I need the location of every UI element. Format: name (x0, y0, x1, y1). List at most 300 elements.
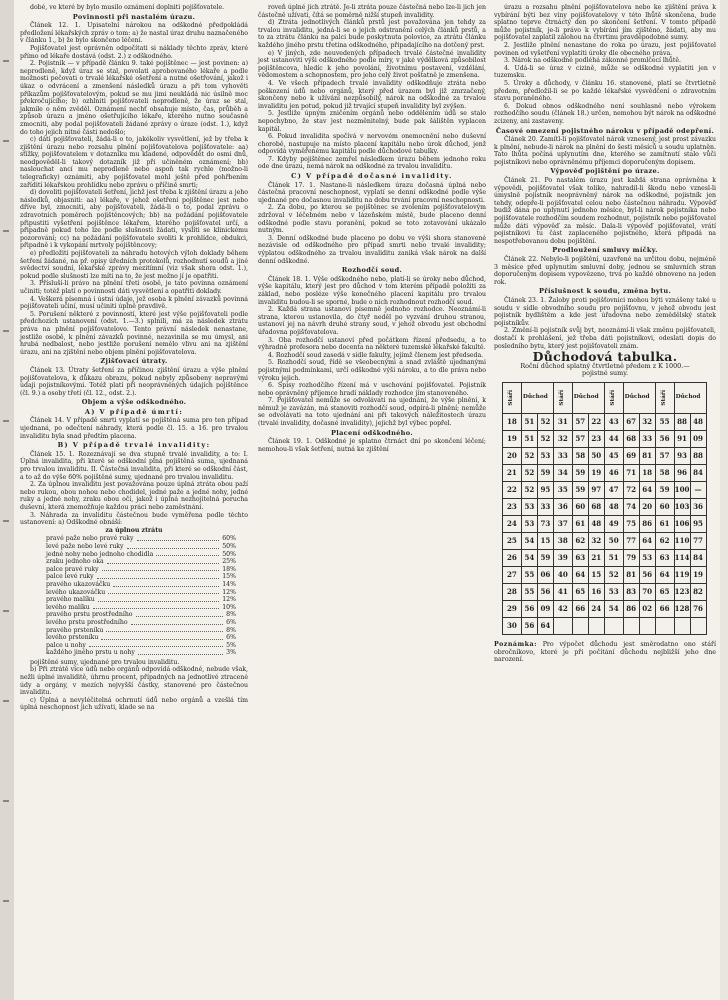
rent-cell: 123 (674, 583, 690, 600)
paragraph: Článek 14. V případě smrti vyplatí se pojištěná suma pro ten případ ujednaná, po odečtení náhrady, která podle čl. 15. a 16. pro trvalou invaliditu byla snad předtím placena. (20, 417, 248, 440)
header-rent: Důchod (623, 382, 655, 413)
rent-cell: 77 (623, 532, 639, 549)
header-rent: Důchod (521, 382, 553, 413)
rent-cell: 52 (521, 481, 537, 498)
paragraph: 4. Rozhodčí soud zasedá v sídle fakulty, jejímž členem jest předseda. (268, 351, 484, 359)
rent-cell: 63 (572, 549, 588, 566)
rent-cell: 64 (572, 566, 588, 583)
annuity-table-row (503, 413, 707, 430)
rate-label: pravého prsteníku (46, 626, 104, 634)
rate-row (46, 589, 236, 597)
rate-label: palce u nohy (46, 641, 86, 649)
age-cell: 24 (503, 515, 522, 532)
rent-cell: 54 (521, 532, 537, 549)
age-cell: 50 (604, 532, 623, 549)
paragraph: 3. Oba rozhodčí ustanoví před počátkem řízení předsedu, a to výhradně profesora nebo docenta na některé tuzemské lékařské fakultě. (258, 336, 486, 352)
age-cell: 56 (655, 430, 674, 447)
age-cell: 51 (604, 549, 623, 566)
rent-cell: 73 (537, 515, 553, 532)
rent-cell: 52 (537, 430, 553, 447)
age-cell: 59 (655, 481, 674, 498)
age-cell: 35 (553, 481, 572, 498)
rate-row (46, 642, 236, 650)
rent-cell: 48 (690, 413, 706, 430)
age-cell: 27 (503, 566, 522, 583)
rent-cell: 114 (674, 549, 690, 566)
annuity-table-row (503, 617, 707, 634)
rate-row (46, 573, 236, 581)
dot-leader (101, 634, 223, 640)
rent-cell: 96 (674, 464, 690, 481)
rate-row (46, 627, 236, 635)
paragraph: d) dovoliti pojišťovateli šetření, jichž jest třeba k zjištění úrazu a jeho následků, objasniti: aa) lékaře, v jehož ošetření pojištěnec jest nebo dříve byl, zmocniti, aby pojišťovateli, žádá-li o to, podal zprávu o zdravotních poměrech pojištěncových; bb) na požádání pojišťovatele připustiti vyšetření pojištěnce lékařem, kterého pojišťovatel určí, a připadně pokud toho lze podle slušnosti žádati, vyslíti se klinickému pozorování; cc) na požádání pojišťovatele svoliti k prohlídce, obdukci, připadně i k vykopání mrtvoly pojištěncovy; (20, 189, 248, 250)
rate-label: jedné nohy nebo jednoho chodidla (46, 550, 154, 558)
rent-cell: — (690, 481, 706, 498)
annuity-table-subtitle-line1: Roční důchod splatný čtvrtletně předem z K 1000.— (520, 361, 690, 370)
rent-cell: 103 (674, 498, 690, 515)
dot-leader (93, 604, 220, 610)
rent-cell: 19 (588, 464, 604, 481)
paragraph: 4. Veškerá písemná i ústní údaje, jež osoba k plnění závazků povinná pojišťovateli učiní, musí učiniti úplně pravdivě. (20, 295, 248, 311)
header-age: Stáří (655, 382, 674, 413)
age-cell: 40 (553, 566, 572, 583)
rent-cell: 68 (588, 498, 604, 515)
annuity-table-title: Důchodová tabulka. (532, 349, 678, 365)
document-page (14, 0, 720, 1000)
rent-cell: 21 (588, 549, 604, 566)
rent-cell: 93 (674, 447, 690, 464)
rent-cell: 95 (537, 481, 553, 498)
paragraph: 7. Pojišťovatel nemůže se odvolávati na ujednání, že výše plnění, k němuž je zavázán, má stanoviti rozhodčí soud, odpírá-li plnění; nemůže se odvolávati na toto ujednání ani při takových náležitostech úrazu (trvalé invalidity, dočasné invalidity), jejichž byl výbec popřel. (258, 397, 486, 428)
rent-cell: 48 (588, 515, 604, 532)
rate-label: levé paže nebo levé ruky (46, 542, 124, 550)
age-cell: 53 (604, 583, 623, 600)
rent-cell: 54 (521, 549, 537, 566)
age-cell: 34 (553, 464, 572, 481)
age-cell: 57 (655, 447, 674, 464)
rent-cell: 36 (690, 498, 706, 515)
paragraph: Článek 13. Útraty šetření za příčinou zjištění úrazu a výše plnění pojišťovatelova, k důkazu obrazu, pokud nebyly způsobeny nepravými údaji pojistníkovými. Totéž platí při neoprávněných údajích pojištěnce (čl. 9.) a osoby třetí (čl. 12., odst. 2.). (20, 366, 248, 397)
age-cell: 54 (604, 600, 623, 617)
rent-cell: 53 (521, 498, 537, 515)
rate-label: levého prstu prostředního (46, 618, 128, 626)
left-margin-edge (0, 0, 14, 1000)
paragraph: b) Při ztrátě více údů nebo orgánů odpovídá odškodné, nebude však, nežli úplné invaliditě, úhrnu procent, případných na jednotlivé ztracené údy a orgány, v mezích nejvyšší částky, stanovené pro částečnou invaliditu. (20, 666, 248, 697)
rent-cell: 86 (639, 515, 655, 532)
section-heading: Povinnosti při nastalém úrazu. (72, 12, 196, 21)
rate-label: palce levé ruky (46, 573, 94, 581)
header-age: Stáří (553, 382, 572, 413)
rent-cell: 64 (639, 481, 655, 498)
rate-percent: 12% (222, 588, 236, 596)
rent-cell: 33 (639, 430, 655, 447)
dot-leader (137, 535, 220, 541)
rate-percent: 10% (222, 603, 236, 611)
age-cell: 29 (503, 600, 522, 617)
paragraph: dobé, ve které by bylo musilo oznámení doplniti pojišťovatele. (30, 4, 225, 11)
annuity-table-row (503, 498, 707, 515)
column-2 (258, 4, 486, 453)
section-heading: Prodloužení smluvy míčky. (552, 246, 658, 255)
age-cell: 31 (553, 413, 572, 430)
rent-cell: 86 (623, 600, 639, 617)
rate-percent: 8% (226, 626, 236, 634)
rent-cell (623, 617, 639, 634)
rent-cell: 24 (588, 600, 604, 617)
annuity-table-subtitle (494, 363, 716, 378)
rent-cell: 72 (623, 481, 639, 498)
column-3 (494, 4, 716, 664)
rent-cell: 53 (521, 515, 537, 532)
section-heading: Příslušnost k soudu, změna bytu. (538, 287, 672, 296)
paragraph: 3. Náhrada za invaliditu částečnou bude vyměřena podle těchto ustanovení: a) Odškodné obnáší: (20, 511, 248, 527)
paragraph: 7. Kdyby pojištěnec zemřel následkem úrazu během jednoho roku ode dne úrazu, nemá nárok na odškodné za trvalou invaliditu. (258, 155, 486, 171)
rent-cell: 65 (572, 583, 588, 600)
annuity-table-row (503, 481, 707, 498)
age-cell: 61 (655, 515, 674, 532)
rent-cell: 58 (572, 447, 588, 464)
age-cell: 63 (655, 549, 674, 566)
age-cell: 18 (503, 413, 522, 430)
paragraph: 2. Změní-li pojistník svůj byt, neoznámí-li však změnu pojišťovateli, dostačí k prohlášení, jež třeba dáti pojistníkovi, odeslati dopis do posledního bytu, který jest pojišťovateli znám. (494, 327, 716, 350)
rent-cell: 81 (623, 566, 639, 583)
rent-cell: 84 (690, 549, 706, 566)
rent-cell: 52 (521, 464, 537, 481)
paragraph: Článek 23. 1. Žaloby proti pojišťovnici mohou býti vznášeny také u soudu v sídle obvodního soudu pro pojišťovnu, v jehož obvodu jest pojistník bydlištěm a kde jest úřadovna nebo zemědělský statek pojistníkův. (494, 296, 716, 327)
rate-row (46, 535, 236, 543)
paragraph: 6. Pokud invalidita spočívá v nervovém onemocnění nebo duševní chorobě, nastupuje na místo placení kapitálu nebo úrok důchod, jenž odpovídá vyměřenému kapitálu podle důchodové tabulky. (258, 133, 486, 156)
rent-cell: 84 (690, 464, 706, 481)
rent-cell: 59 (572, 464, 588, 481)
rate-label: pravého prstu prostředního (46, 611, 133, 619)
rent-cell: 110 (674, 532, 690, 549)
dot-leader (131, 619, 224, 625)
rent-cell: 33 (537, 498, 553, 515)
annuity-table-header-row (503, 382, 707, 413)
rent-cell: 76 (690, 600, 706, 617)
annuity-table-row (503, 464, 707, 481)
header-age: Stáří (503, 382, 522, 413)
paragraph: c) dáti pojišťovateli, žádá-li o to, jakékoliv vysvětlení, jež by třeba k zjištění úrazu nebo rozsahu plnění pojišťovatelova pojišťovatele: aa) sťížky, pojišťovatelem v dotazníku mu kladené, odpovědět do osmi dnů, neodpověděl-li takový dotazník již při učiněném oznámení; bb) naslouchat ancí mu neprodleně nebo aspoň tak rychle (možno-li telegraficky) oznámiti, aby pojišťovatel mohl ještě před pohřbením zařídití lékařskou prohlídku nebo zprávu o příčině smrti; (20, 136, 248, 189)
rate-percent: 8% (226, 611, 236, 619)
rate-label: pravého ukazováčku (46, 580, 111, 588)
age-cell: 39 (553, 549, 572, 566)
age-cell: 33 (553, 447, 572, 464)
rent-cell: 20 (639, 498, 655, 515)
rate-row (46, 611, 236, 619)
subsection-heading: A) V případě úmrtí: (84, 407, 184, 416)
age-cell: 22 (503, 481, 522, 498)
dot-leader (136, 611, 224, 617)
rent-cell: 66 (572, 600, 588, 617)
rent-cell: 91 (674, 430, 690, 447)
note-label: Poznámka: (494, 640, 537, 648)
dot-leader (98, 596, 220, 602)
paragraph: 2. Za úplnou invaliditu jest považována pouze úplná ztráta obou paží nebo rukou, obou nohou nebo chodidel, jedné paže a jedné nohy, jedné ruky a jedné nohy, zraku obou očí, jakož i úplná nezhojitelná porucha duševní, která znemožňuje každou práci nebo zaměstnání. (20, 481, 248, 511)
age-cell: 36 (553, 498, 572, 515)
rate-label: pravého malíku (46, 596, 95, 604)
rate-percent: 5% (226, 641, 236, 649)
age-cell: 28 (503, 583, 522, 600)
rent-cell: 62 (572, 532, 588, 549)
section-heading: Placení odškodného. (331, 428, 413, 437)
paragraph: d) Ztráta jednotlivých článků prstů jest považována jen tehdy za trvalou invaliditu, jedná-li se o jejich odstranění celých článků prstů, a to za ztrátu článku na palci bude poskytnuta polovice, za ztrátu článku každého jiného prstu třetina odškodného, připadajícího na dotčený prst. (258, 19, 486, 49)
paragraph: 5. Jestliže úpným zničením orgánů nebo oddělením údů se stalo nepochybno, že stav jest nezměnitelný, bude pak šálištěn vyplacen kapitál. (258, 110, 486, 133)
rent-cell: 106 (674, 515, 690, 532)
annuity-table-row (503, 549, 707, 566)
rent-cell: 23 (588, 430, 604, 447)
age-cell: 21 (503, 464, 522, 481)
rent-cell: 83 (623, 583, 639, 600)
paragraph: Článek 21. Po nastalém úrazu jest každá strana oprávněna k výpovědi, pojišťovatel však toliko, nahradil-li škodu nebo vznesl-li úmyslně pojistník neoprávněný nárok na odškodné, pojistník jen tehdy, odepře-li pojišťovatel celou nebo částečnou náhradu. Výpověď budiž dána po uplynutí jednoho měsíce, byl-li nárok pojistníka nebo pojišťovatele rozhodčím soudem rozhodnut, pojistník nebo pojišťovatel může dáti výpověď za měsíc. Dala-li výpověď pojišťovatel, vrátí pojistníkovi tu část zaplaceného pojistného, která připadá na nespotřebovanou dobu pojištění. (494, 177, 716, 245)
compensation-rates-list (46, 535, 248, 657)
rate-percent: 50% (222, 542, 236, 550)
rate-label: levého ukazováčku (46, 588, 106, 596)
rent-cell (572, 617, 588, 634)
age-cell: 44 (604, 430, 623, 447)
rent-cell: 59 (537, 464, 553, 481)
rent-cell: 119 (674, 566, 690, 583)
age-cell: 38 (553, 532, 572, 549)
age-cell: 62 (655, 532, 674, 549)
age-cell: 42 (553, 600, 572, 617)
paragraph: Pojišťovatel jest oprávněn odpočítati si náklady těchto zpráv, které přímo od lékaře dostává (odst. 2.) z odškodného. (20, 44, 248, 60)
rent-cell: 56 (521, 617, 537, 634)
paragraph: 2. Jestliže plnění nenastane do roka po úrazu, jest pojišťovatel povinen od vyšetření vyplatiti úroky dle obecného práva. (494, 41, 716, 57)
rate-percent: 6% (226, 618, 236, 626)
rent-cell: 06 (537, 566, 553, 583)
rate-percent: 14% (222, 580, 236, 588)
rent-cell: 81 (639, 447, 655, 464)
rate-label: palce pravé ruky (46, 565, 99, 573)
paragraph: 2. Každá strana ustanoví písemně jednoho rozhodce. Neoznámí-li strana, kterou ustanovila, do čtyř neděl po vyzvání druhou stranou, ustanoví jej na návrh druhé strany soud, v jehož obvodu jest obchodní úřadovna pojišťovatelova. (258, 306, 486, 336)
rate-row (46, 551, 236, 559)
dot-leader (107, 558, 220, 564)
rent-cell: 74 (623, 498, 639, 515)
rent-cell: 71 (623, 464, 639, 481)
section-heading: Zjišťovací útraty. (100, 357, 168, 366)
rent-cell: 59 (537, 549, 553, 566)
dot-leader (127, 543, 220, 549)
rate-label: každého jiného prstu u nohy (46, 649, 135, 657)
section-heading: Rozhodčí soud. (341, 266, 403, 275)
rent-cell: 18 (639, 464, 655, 481)
age-cell: 26 (503, 549, 522, 566)
rate-row (46, 596, 236, 604)
rent-cell: 53 (639, 549, 655, 566)
rent-cell: 56 (537, 583, 553, 600)
note-text: Pro výpočet důchodu jest směrodatno ono stáří obročníkovo, které je při počítání důchodu nejbližší jeho dne narození. (494, 640, 716, 664)
rent-cell: 53 (537, 447, 553, 464)
rent-cell: 22 (588, 413, 604, 430)
annuity-table (502, 382, 707, 635)
table-note (494, 641, 716, 664)
rent-cell: 97 (588, 481, 604, 498)
rent-cell: 79 (623, 549, 639, 566)
dot-leader (138, 649, 223, 655)
age-cell: 60 (655, 498, 674, 515)
rent-cell: 88 (674, 413, 690, 430)
paragraph: 3. Denní odškodné bude placeno po dobu ve výši shora stanovené nezávisle od odškodného pro případ smrti nebo trvalé invalidity; výplatou odškodného za trvalou invaliditu zaniká však nárok na další denní odškodné. (258, 234, 486, 265)
age-cell: 43 (604, 413, 623, 430)
rates-title: za úplnou ztrátu (105, 526, 163, 534)
paragraph: 4. Udá-li se úraz v cizině, může se odškodné vyplatiti jen v tuzemsku. (494, 64, 716, 80)
age-cell (604, 617, 623, 634)
rent-cell: 88 (690, 447, 706, 464)
rate-row (46, 543, 236, 551)
rent-cell: 59 (572, 481, 588, 498)
rent-cell: 52 (521, 447, 537, 464)
rate-row (46, 566, 236, 574)
rent-cell: 68 (623, 430, 639, 447)
rent-cell: 55 (521, 566, 537, 583)
paragraph: úrazu a rozsahu plnění pojišťovatelova nebo ke zjištění práva k vybírání býti bez viny pojišťovatelovy v této lhůtě skončena, bude splatno teprve čtrnáctý den po skončení šetření. V tomto případě může pojistník, je-li právo k vybírání jím zjištěno, žádati, aby mu pojišťovatel zaplatil zálohou na čtvrtinu pravděpodobné sumy. (494, 4, 716, 42)
age-cell: 49 (604, 515, 623, 532)
rent-cell: 32 (588, 532, 604, 549)
rent-cell: 75 (623, 515, 639, 532)
rent-cell: 50 (588, 447, 604, 464)
rent-cell: 67 (623, 413, 639, 430)
paragraph: c) Úplná a nevyléčitelná ochrnutí údů nebo orgánů a vzešlá tím úplná neschopnost jich užívati, klade se na (20, 696, 248, 712)
rent-cell: 56 (639, 566, 655, 583)
annuity-table-row (503, 430, 707, 447)
age-cell: 58 (655, 464, 674, 481)
rent-cell: 02 (639, 600, 655, 617)
rent-cell: 56 (521, 600, 537, 617)
rate-percent: 25% (222, 558, 236, 566)
rate-label: pravé paže nebo pravé ruky (46, 535, 134, 543)
paragraph: Článek 17. 1. Nastane-li následkem úrazu dočasná úplná nebo částečná pracovní neschopnost, vyplatí se denní odškodné podle výše ujednané pro dočasnou invaliditu na dobu trvání pracovní neschopnosti. (258, 181, 486, 204)
header-rent: Důchod (674, 382, 706, 413)
rate-row (46, 558, 236, 566)
rate-label: zraku jednoho oka (46, 558, 104, 566)
column-1 (20, 4, 248, 712)
annuity-table-row (503, 566, 707, 583)
rate-row (46, 581, 236, 589)
age-cell: 23 (503, 498, 522, 515)
rate-percent: 60% (222, 535, 236, 543)
age-cell: 64 (655, 566, 674, 583)
paragraph: 6. Spisy rozhodčího řízení má v uschování pojišťovatel. Pojistník nebo oprávněný příjemce hradí náklady rozhodce jím stanoveného. (258, 382, 486, 397)
annuity-table-row (503, 515, 707, 532)
annuity-table-row (503, 600, 707, 617)
rent-cell: 15 (537, 532, 553, 549)
rent-cell: 52 (537, 413, 553, 430)
rent-cell: 32 (639, 413, 655, 430)
paragraph: 2. Pojistník — v případě článku 9. také pojištěnec — jest povinen: a) neprodleně, když úraz se stal, povolati aprobovaného lékaře a podle možnosti pečovati o trvalé lékařské ošetření a nutné ošetřování, jakož i úkaz o odvrácení a zmenšení následků úrazu a při tom vyhověti příkazům pojišťovatelovým, pokud se mu jimi neukládá nic úsilně moc překročujícího; b) ozhlniti pojišťovateli neprodleně, že úraz se stal, jakmile o něm zvěděl. Oznámení nechť obsahuje místo, čas, průběh a způsob úrazu a jméno ošetřujícího lékaře, kterého nutno současně zmocniti, aby podal pojišťovateli žádané zprávy o úraze (odst. 1.), když do toho jejich nitné části nedošlo; (20, 60, 248, 136)
rent-cell: 60 (572, 498, 588, 515)
rent-cell: 82 (690, 583, 706, 600)
rent-cell: 70 (639, 583, 655, 600)
rate-percent: 50% (222, 550, 236, 558)
paragraph: e) V jiných, zde neuvedených případech trvalé částečné invalidity jest ustanoviti výši odškodného podle míry, v jaké výdělková způsobilost pojištěncova, hledíc k jeho povolání, životnímu postavení, vzdělání, vědomostem a schopnostem, pro jeho celý život poštatně je zmenšena. (258, 49, 486, 80)
rent-cell: 55 (521, 583, 537, 600)
rent-cell: 57 (572, 413, 588, 430)
rent-cell: 95 (690, 515, 706, 532)
rent-cell: 09 (537, 600, 553, 617)
paragraph: Článek 19. 1. Odškodné je splatno čtrnáct dní po skončení léčení; nemohou-li však šetření, nutná ke zjištění (258, 438, 486, 453)
rent-cell: 15 (588, 566, 604, 583)
annuity-table-row (503, 583, 707, 600)
paragraph: 5. Porušení některé z povinností, které jest výše pojišťovateli podle předchozích ustanovení (odst. 1.—3.) splnili, má za následek ztrátu práva na plnění pojišťovatelovo. Tento právní následek nenastane, jestliže osobě, k plnění závazků povinné, nezavinila se mu úmysl, ani hrubá nedbalost, nebo jestliže porušení nemělo vlivu ani na zjištění úrazu, ani na zjištění nebo objem plnění pojišťovatelova. (20, 310, 248, 356)
paragraph: 3. Nárok na odškodné podléhá zákonné promlčecí lhůtě. (504, 57, 681, 65)
paragraph: e) předložiti pojišťovateli za náhradu hotových výloh doklady během šetření žádané, na př. opisy úředních protokolů, rozhodnutí soudů a jiné svědectví soudní, lékařské zprávy mezitímní (viz však shora odst. 1.), pokud podle slušnosti lze míti na to, že jest možno jí je opatřiti. (20, 250, 248, 280)
annuity-table-row (503, 532, 707, 549)
rent-cell: 100 (674, 481, 690, 498)
rent-cell (674, 617, 690, 634)
age-cell: 30 (503, 617, 522, 634)
age-cell: 20 (503, 447, 522, 464)
annuity-table-subtitle-line2: pojistné sumy. (582, 369, 628, 378)
rent-cell: 64 (537, 617, 553, 634)
rent-cell (690, 617, 706, 634)
rent-cell (588, 617, 604, 634)
rent-cell: 51 (521, 430, 537, 447)
age-cell: 41 (553, 583, 572, 600)
rent-cell: 77 (690, 532, 706, 549)
section-heading: Časové omezení pojistného nároku v případě odepření. (495, 126, 715, 135)
age-cell: 25 (503, 532, 522, 549)
section-heading: Objem a výše odškodného. (81, 398, 187, 407)
dot-leader (97, 573, 220, 579)
age-cell: 46 (604, 464, 623, 481)
paragraph: 2. Za dobu, po kterou se pojištěnec se zvolením pojišťovatelovým zdržoval v léčebném nebo v lázeňském místě, bude placeno denní odškodné podle stavu poranění, pokud se toto zotavování ukázalo nutným. (258, 204, 486, 235)
rate-row (46, 634, 236, 642)
dot-leader (156, 551, 219, 557)
rent-cell: 51 (521, 413, 537, 430)
age-cell: 19 (503, 430, 522, 447)
rent-cell: 19 (690, 566, 706, 583)
paragraph: 3. Přísluší-li právo na plnění třetí osobě, je tato povinna oznámení učiniti; totéž platí o povinnosti dáti vysvětlení a opatřiti doklady. (20, 280, 248, 295)
rate-percent: 18% (222, 565, 236, 573)
age-cell: 65 (655, 583, 674, 600)
dot-leader (106, 627, 223, 633)
age-cell (553, 617, 572, 634)
rate-row (46, 619, 236, 627)
dot-leader (113, 581, 219, 587)
subsection-heading: B) V případě trvalé invalidity: (57, 441, 211, 450)
rent-cell: 69 (623, 447, 639, 464)
subsection-heading: C) V případě dočasné invalidity. (291, 172, 453, 181)
age-cell (655, 617, 674, 634)
paragraph: 4. Ve všech případech trvalé invalidity odškodňuje ztráta nebo poškození údů nebo orgánů, který před úrazem byl již zmrzačený, skončeny nebo k užívání nezpůsobilý, nárok na odškodné za trvalou invaliditu jen potud, pokud již trvající stupeň invalidity byl zvýšen. (258, 79, 486, 110)
header-rent: Důchod (572, 382, 604, 413)
rate-label: levého prsteníku (46, 634, 99, 642)
paragraph: 5. Rozhodčí soud, řídě se všeobecnými a snad zvláště ujednanými pojistnými podmínkami, určí odškodné výši nároku, a to dle práva nebo výroku jejich. (258, 359, 486, 382)
section-heading: Výpověď pojištění po úraze. (550, 167, 660, 176)
paragraph: Článek 22. Nebylo-li pojištění, uzavřené na určitou dobu, nejméně 3 měsíce před uplynutím smluvní doby, jednou se smluvních stran doporučeným dopisem vypovězeno, trvá po každé obnoveno na jeden rok. (494, 256, 716, 286)
paragraph: 6. Dokud obnos odškodného není souhlasně nebo výrokem rozhodčího soudu (článek 18.) určen, nemohou být nárok na odškodné zcizeny, ani zastaveny. (494, 102, 716, 125)
rent-cell (639, 617, 655, 634)
age-cell: 47 (604, 481, 623, 498)
paragraph: roveň úplné jich ztrátě. Je-li ztráta pouze částečná nebo lze-li jich jen částečně užívati, čítá se poměrně nižší stupeň invalidity. (258, 4, 486, 19)
rate-label: levého malíku (46, 603, 90, 611)
rate-row (46, 604, 236, 612)
dot-leader (89, 642, 223, 648)
rent-cell: 09 (690, 430, 706, 447)
age-cell: 55 (655, 413, 674, 430)
rate-percent: 6% (226, 634, 236, 642)
rate-percent: 12% (222, 596, 236, 604)
age-cell: 37 (553, 515, 572, 532)
paragraph: Článek 12. 1. Upisatelní nárokou na odškodné předpokládá předložení lékařských zpráv o tom: a) že nastal úraz druhu naznačeného v článku 1., b) že bylo skončeno léčení. (20, 22, 248, 45)
header-age: Stáří (604, 382, 623, 413)
paragraph: 5. Úroky a důchody, v článku 16. stanovené, platí se čtvrtletně předem, předložil-li se po každé lékařské vysvědčení o zdravotním stavu poraněného. (494, 79, 716, 103)
age-cell: 66 (655, 600, 674, 617)
paragraph: Článek 15. 1. Rozeznávají se dva stupně trvalé invalidity, a to: I. Úplná invalidita, při které se odškodní plná pojištěná suma, ujednaná pro trvalou invaliditu. II. Částečná invalidita, při které se odškodní část, a to až do výše 60% pojištěné sumy, ujednané pro trvalou invaliditu. (20, 450, 248, 481)
rate-percent: 15% (222, 573, 236, 581)
rent-cell: 128 (674, 600, 690, 617)
